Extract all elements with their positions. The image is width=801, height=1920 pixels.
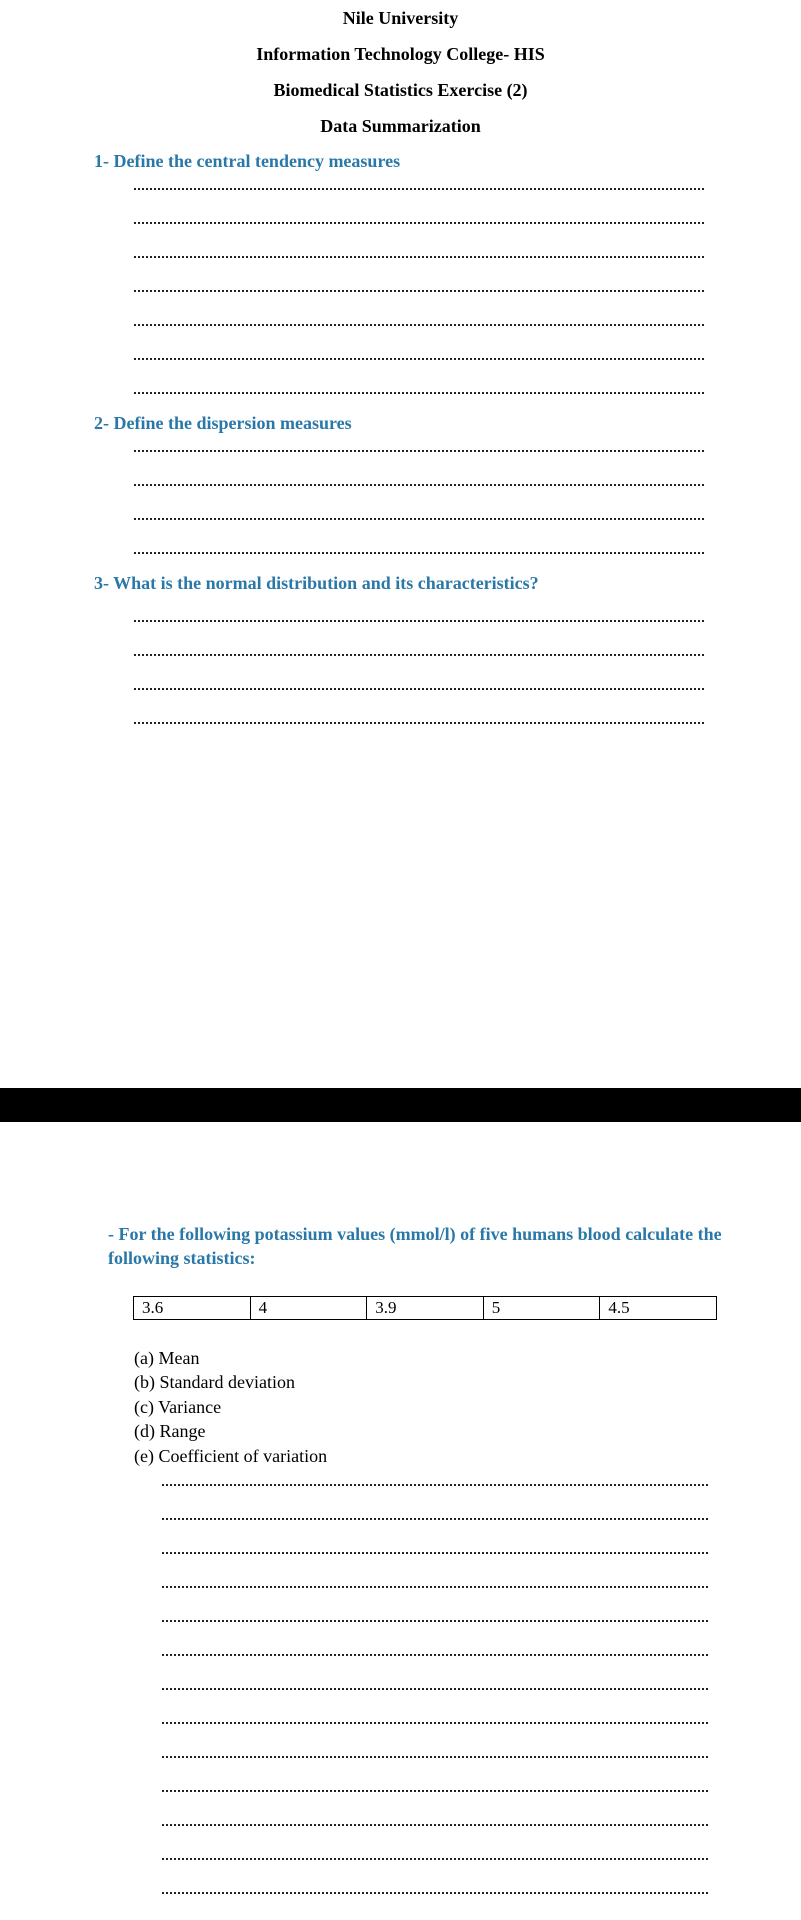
answer-line [162, 1824, 708, 1828]
statistic-item: (c) Variance [134, 1397, 222, 1417]
answer-line [134, 358, 704, 362]
answer-line [134, 688, 704, 692]
answer-line [134, 392, 704, 396]
value-cell: 5 [483, 1297, 600, 1320]
question-1: 1- Define the central tendency measures [94, 151, 401, 171]
answer-line [162, 1620, 708, 1624]
topic-title: Data Summarization [320, 116, 481, 136]
answer-line [134, 450, 704, 454]
statistic-item: (d) Range [134, 1421, 206, 1441]
page-separator [0, 1088, 801, 1122]
university-name: Nile University [342, 8, 459, 28]
question-2: 2- Define the dispersion measures [94, 413, 352, 433]
table-row [134, 1297, 717, 1320]
answer-line [162, 1790, 708, 1794]
answer-line [162, 1858, 708, 1862]
answer-line [162, 1518, 708, 1522]
answer-line [162, 1688, 708, 1692]
answer-line [134, 324, 704, 328]
answer-line [162, 1484, 708, 1488]
answer-line [162, 1756, 708, 1760]
value-cell: 4.5 [600, 1297, 717, 1320]
exercise-intro: - For the following potassium values (mmol/l) of five humans blood calculate the following statistics: [108, 1224, 722, 1268]
answer-line [134, 290, 704, 294]
value-cell: 3.6 [134, 1297, 251, 1320]
answer-line [134, 620, 704, 624]
answer-line [162, 1586, 708, 1590]
value-cell: 4 [250, 1297, 367, 1320]
college-name: Information Technology College- HIS [256, 44, 545, 64]
value-cell: 3.9 [367, 1297, 484, 1320]
answer-line [134, 722, 704, 726]
question-3: 3- What is the normal distribution and its characteristics? [94, 573, 539, 593]
answer-line [162, 1552, 708, 1556]
answer-line [134, 518, 704, 522]
course-title: Biomedical Statistics Exercise (2) [273, 80, 528, 100]
answer-line [162, 1892, 708, 1896]
answer-line [134, 188, 704, 192]
answer-line [134, 484, 704, 488]
potassium-values-table [133, 1296, 717, 1320]
statistic-item: (a) Mean [134, 1348, 200, 1368]
answer-line [134, 256, 704, 260]
answer-line [134, 552, 704, 556]
statistic-item: (b) Standard deviation [134, 1372, 295, 1392]
answer-line [134, 222, 704, 226]
answer-line [134, 654, 704, 658]
answer-line [162, 1654, 708, 1658]
answer-line [162, 1722, 708, 1726]
statistic-item: (e) Coefficient of variation [134, 1446, 328, 1466]
